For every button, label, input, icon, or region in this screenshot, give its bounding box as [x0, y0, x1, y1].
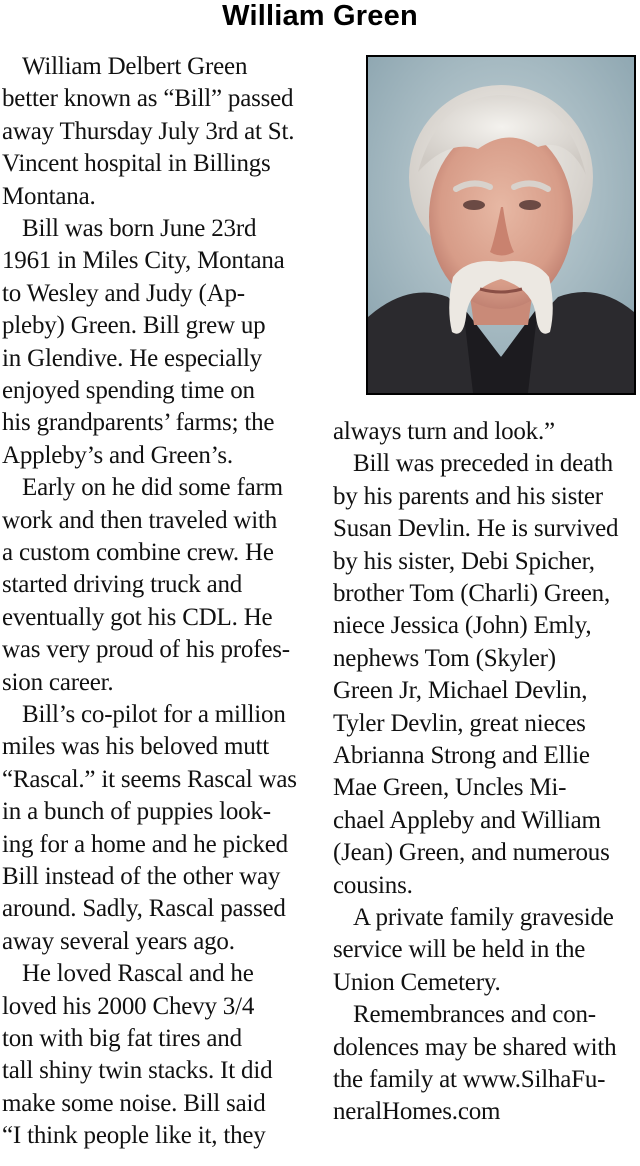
text-line: “Rascal.” it seems Rascal was: [2, 765, 297, 793]
text-line: Tyler Devlin, great nieces: [333, 709, 586, 737]
text-line: William Delbert Green: [22, 53, 248, 80]
text-line: nephews Tom (Skyler): [333, 644, 556, 672]
text-line: by his sister, Debi Spicher,: [333, 547, 595, 575]
text-line: away several years ago.: [2, 927, 235, 955]
text-line: work and then traveled with: [2, 506, 278, 534]
text-line: in Glendive. He especially: [2, 344, 262, 372]
text-line: tall shiny twin stacks. It did: [2, 1057, 273, 1085]
text-line: pleby) Green. Bill grew up: [2, 312, 266, 340]
text-line: A private family graveside: [353, 904, 614, 931]
text-line: loved his 2000 Chevy 3/4: [2, 992, 255, 1020]
text-line: Bill’s co-pilot for a million: [22, 701, 286, 728]
text-line: to Wesley and Judy (Ap-: [2, 279, 245, 307]
text-line: always turn and look.”: [333, 418, 555, 445]
text-line: started driving truck and: [2, 571, 243, 599]
text-line: in a bunch of puppies look-: [2, 798, 271, 826]
text-line: better known as “Bill” passed: [2, 85, 294, 113]
text-line: enjoyed spending time on: [2, 377, 255, 404]
text-line: sion career.: [2, 668, 114, 696]
text-line: cousins.: [333, 871, 413, 899]
text-line: his grandparents’ farms; the: [2, 409, 275, 437]
text-line: Union Cemetery.: [333, 968, 501, 996]
text-line: neralHomes.com: [333, 1098, 501, 1126]
text-line: (Jean) Green, and numerous: [333, 839, 610, 867]
text-line: He loved Rascal and he: [22, 960, 254, 988]
text-line: eventually got his CDL. He: [2, 603, 273, 631]
text-line: 1961 in Miles City, Montana: [2, 247, 285, 275]
text-line: make some noise. Bill said: [2, 1089, 266, 1117]
text-line: Appleby’s and Green’s.: [2, 441, 233, 469]
text-line: Vincent hospital in Billings: [2, 150, 271, 178]
text-line: away Thursday July 3rd at St.: [2, 117, 295, 145]
text-line: niece Jessica (John) Emly,: [333, 612, 592, 640]
text-line: Early on he did some farm: [22, 474, 283, 502]
text-line: Bill was born June 23rd: [22, 215, 257, 242]
obituary-title: William Green: [222, 0, 418, 32]
text-line: Bill was preceded in death: [353, 450, 613, 478]
text-line: Remembrances and con-: [353, 1001, 596, 1029]
text-line: Montana.: [2, 182, 96, 210]
text-line: Bill instead of the other way: [2, 863, 281, 890]
text-line: Abrianna Strong and Ellie: [333, 742, 590, 769]
portrait-photo-icon: [368, 57, 634, 393]
text-line: chael Appleby and William: [333, 806, 601, 834]
text-line: Green Jr, Michael Devlin,: [333, 677, 588, 705]
text-line: Mae Green, Uncles Mi-: [333, 774, 567, 802]
text-line: “I think people like it, they: [2, 1122, 266, 1150]
text-line: ton with big fat tires and: [2, 1025, 242, 1052]
text-line: the family at www.SilhaFu-: [333, 1066, 606, 1093]
portrait-photo: [366, 55, 636, 395]
text-line: was very proud of his profes-: [2, 636, 290, 664]
text-line: a custom combine crew. He: [2, 539, 274, 566]
text-line: brother Tom (Charli) Green,: [333, 580, 611, 607]
text-line: Susan Devlin. He is survived: [333, 515, 619, 543]
text-line: dolences may be shared with: [333, 1033, 617, 1061]
text-line: ing for a home and he picked: [2, 830, 288, 858]
text-line: service will be held in the: [333, 936, 586, 964]
text-line: by his parents and his sister: [333, 482, 603, 510]
text-line: miles was his beloved mutt: [2, 733, 269, 761]
text-line: around. Sadly, Rascal passed: [2, 895, 286, 923]
